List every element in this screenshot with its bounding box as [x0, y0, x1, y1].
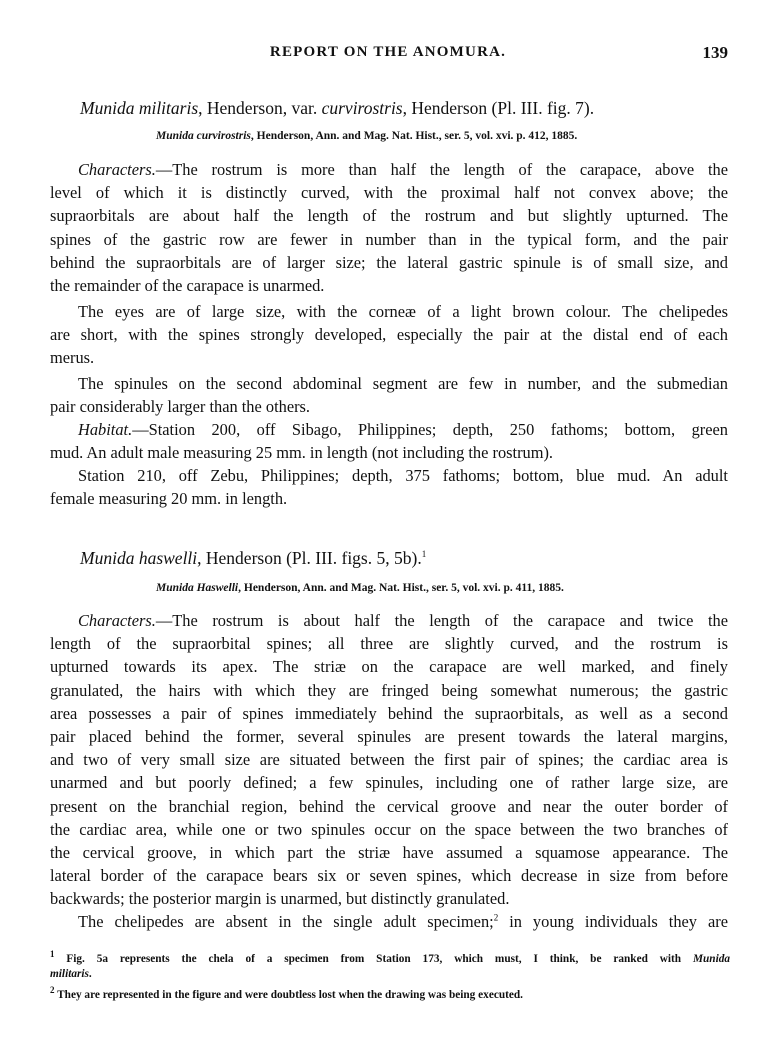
- text-line: are short, with the spines strongly developed, especially the pair at the distal end of each: [50, 325, 728, 345]
- footnote-number: 1: [50, 949, 55, 960]
- species-heading-militaris: [80, 96, 730, 120]
- text-line: the remainder of the carapace is unarmed.: [50, 275, 325, 295]
- text-line: merus.: [50, 348, 95, 368]
- text-line: spines of the gastric row are fewer in number than in the typical form, and the pair: [50, 229, 728, 249]
- text-line: lateral border of the carapace bears six or seven spines, which decrease in size from before: [50, 866, 728, 886]
- text-line: Habitat.—Station 200, off Sibago, Philippines; depth, 250 fathoms; bottom, green: [78, 420, 728, 439]
- footnote-1: [50, 949, 730, 982]
- synonym-name: Munida Haswelli: [156, 582, 239, 594]
- text-line: granulated, the hairs with which they are fringed being somewhat numerous; the gastric: [50, 680, 728, 700]
- habitat-label: Habitat.: [78, 420, 133, 439]
- text-line: area possesses a pair of spines immediately behind the supraorbitals, as well as a second: [50, 703, 728, 723]
- footnote-marker: 2: [493, 912, 499, 923]
- footnote-line: $^2$ They are represented in the figure and were doubtless lost when the drawing was being executed.: [50, 985, 524, 1001]
- station-paragraph: [50, 464, 728, 510]
- footnote-2: [50, 985, 730, 1003]
- text-line: the cervical groove, in which part the striæ have assumed a squamose appearance. The: [50, 842, 728, 862]
- chelipedes-line: The chelipedes are absent in the single adult specimen;$^2$ in young individuals they are: [78, 912, 728, 932]
- habitat-paragraph: [50, 418, 728, 464]
- species-name: Munida haswelli: [80, 548, 198, 568]
- species-author: , Henderson, var.: [198, 98, 322, 118]
- text-line: backwards; the posterior margin is unarmed, but distinctly granulated.: [50, 889, 510, 909]
- eyes-paragraph: [50, 300, 728, 370]
- text-line: The eyes are of large size, with the corneæ of a light brown colour. The chelipedes: [78, 302, 728, 321]
- page-number: 139: [702, 43, 728, 62]
- text-line: the cardiac area, while one or two spinules occur on the space between the two branches of: [50, 819, 728, 839]
- species-plate-ref: , Henderson (Pl. III. figs. 5, 5b).: [197, 548, 422, 568]
- footnote-marker: 1: [421, 549, 427, 560]
- text-line: pair considerably larger than the others.: [50, 397, 311, 417]
- text-line: present on the branchial region, behind the cervical groove and near the outer border of: [50, 796, 728, 816]
- species-heading-haswelli: [80, 546, 730, 570]
- species-plate-ref: , Henderson (Pl. III. fig. 7).: [402, 98, 595, 118]
- synonym-name: Munida curvirostris: [156, 130, 251, 142]
- text-line: unarmed and but poorly defined; a few spinules, including one of rather large size, are: [50, 773, 728, 793]
- text-line: level of which it is distinctly curved, with the proximal half not convex above; the: [50, 183, 728, 203]
- species-name: Munida militaris: [80, 98, 199, 118]
- text-line: behind the supraorbitals are of larger size; the lateral gastric spinule is of small size, and: [50, 252, 728, 272]
- text-line: pair placed behind the former, several spinules are present towards the lateral margins,: [50, 726, 728, 746]
- footnote-number: 2: [50, 985, 55, 996]
- text-line: supraorbitals are about half the length of the rostrum and but slightly upturned. The: [50, 206, 728, 226]
- variety-name: curvirostris: [321, 98, 403, 118]
- footnote-line: militaris.: [50, 968, 92, 980]
- running-head: [48, 44, 728, 68]
- text-line: Characters.—The rostrum is about half the length of the carapace and twice the: [78, 611, 728, 630]
- footnote-line: $^1$ Fig. 5a represents the chela of a specimen from Station 173, which must, I think, be ranked with Munida: [50, 949, 730, 965]
- running-title: REPORT ON THE ANOMURA.: [269, 44, 507, 60]
- synonym-reference: , Henderson, Ann. and Mag. Nat. Hist., ser. 5, vol. xvi. p. 411, 1885.: [238, 582, 564, 594]
- synonym-haswelli: [156, 580, 736, 596]
- text-line: Characters.—The rostrum is more than half the length of the carapace, above the: [78, 160, 728, 179]
- text-line: length of the supraorbital spines; all three are slightly curved, and the rostrum is: [50, 634, 728, 654]
- text-line: female measuring 20 mm. in length.: [50, 489, 288, 509]
- synonym-reference: , Henderson, Ann. and Mag. Nat. Hist., ser. 5, vol. xvi. p. 412, 1885.: [250, 130, 578, 142]
- characters-label: Characters.: [78, 611, 156, 630]
- text-line: Station 210, off Zebu, Philippines; depth, 375 fathoms; bottom, blue mud. An adult: [78, 466, 728, 485]
- synonym-curvirostris: [156, 128, 736, 144]
- text-line: The spinules on the second abdominal segment are few in number, and the submedian: [78, 374, 728, 393]
- text-line: upturned towards its apex. The striæ on the carapace are well marked, and finely: [50, 657, 728, 677]
- characters-paragraph-militaris: [50, 158, 728, 297]
- characters-label: Characters.: [78, 160, 156, 179]
- spinules-paragraph: [50, 372, 728, 418]
- characters-paragraph-haswelli: [50, 609, 728, 934]
- text-line: and two of very small size are situated between the first pair of spines; the cardiac area is: [50, 750, 728, 770]
- text-line: mud. An adult male measuring 25 mm. in length (not including the rostrum).: [50, 443, 554, 463]
